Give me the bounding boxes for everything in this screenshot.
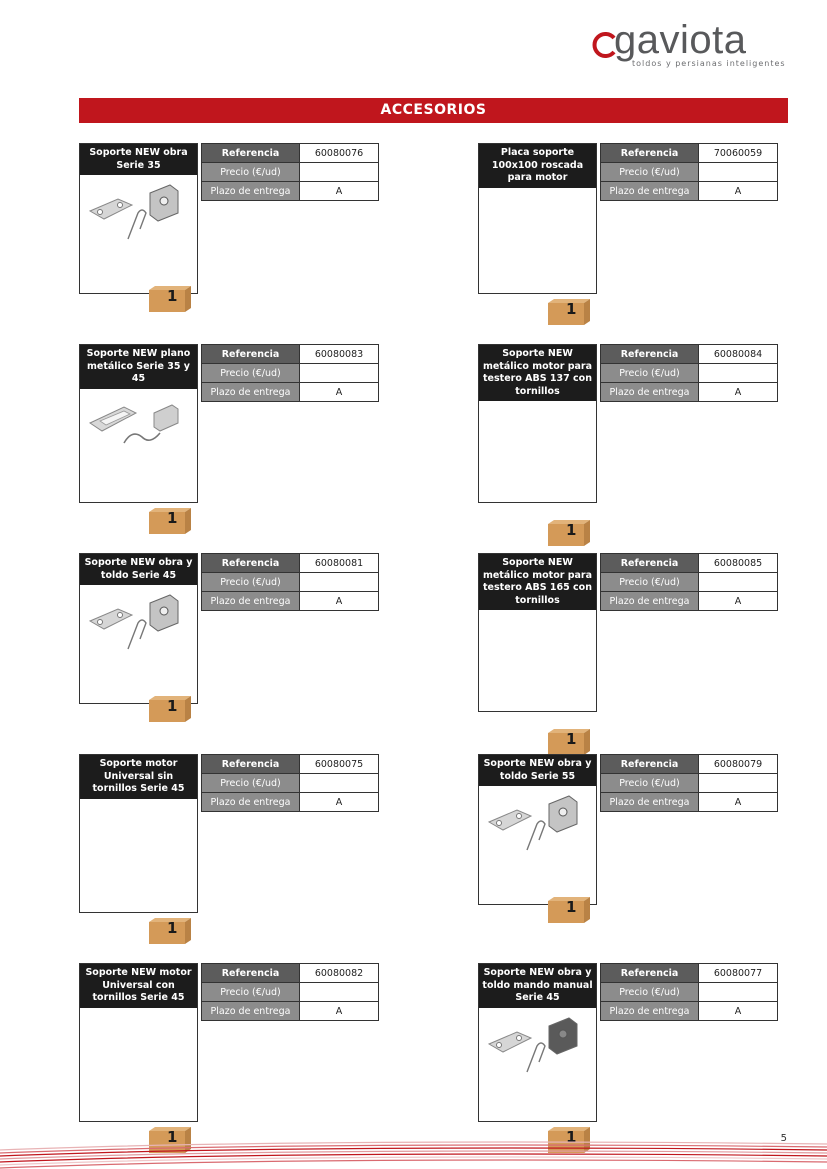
spec-table: [600, 553, 778, 611]
product-card: [478, 754, 597, 916]
product-image: [479, 401, 596, 552]
reference-label: Referencia: [202, 554, 300, 573]
reference-value: 60080084: [699, 345, 778, 364]
price-value: [699, 163, 778, 182]
product-image: [479, 786, 596, 929]
product-photo-icon: [84, 179, 194, 249]
box-quantity: 1: [167, 287, 178, 305]
spec-row: [601, 554, 778, 573]
spec-row: [601, 1002, 778, 1021]
reference-label: Referencia: [601, 554, 699, 573]
reference-value: 60080076: [300, 144, 379, 163]
reference-value: 60080081: [300, 554, 379, 573]
product-card: [478, 344, 597, 539]
product-title: Soporte motor Universal sin tornillos Serie 45: [80, 755, 197, 799]
box-quantity: 1: [566, 299, 577, 318]
reference-label: Referencia: [202, 755, 300, 774]
box-quantity-icon: [546, 518, 590, 546]
delivery-label: Plazo de entrega: [202, 383, 300, 402]
footer-wave-decoration: [0, 1136, 827, 1169]
product-title: Soporte NEW plano metálico Serie 35 y 45: [80, 345, 197, 389]
box-quantity-icon: [147, 506, 191, 534]
spec-row: [601, 755, 778, 774]
product-image: [479, 610, 596, 761]
price-value: [300, 573, 379, 592]
spec-table: [201, 754, 379, 812]
delivery-label: Plazo de entrega: [601, 793, 699, 812]
delivery-value: A: [300, 383, 379, 402]
delivery-value: A: [699, 1002, 778, 1021]
spec-table: [600, 963, 778, 1021]
reference-label: Referencia: [202, 964, 300, 983]
spec-row: [601, 774, 778, 793]
price-label: Precio (€/ud): [202, 573, 300, 592]
box-quantity: 1: [566, 730, 577, 748]
delivery-label: Plazo de entrega: [601, 182, 699, 201]
reference-label: Referencia: [202, 345, 300, 364]
box-quantity: 1: [566, 521, 577, 539]
section-banner: ACCESORIOS: [79, 98, 788, 123]
price-label: Precio (€/ud): [202, 163, 300, 182]
spec-row: [601, 144, 778, 163]
spec-row: [601, 983, 778, 1002]
reference-label: Referencia: [601, 345, 699, 364]
product-image: [80, 799, 197, 950]
spec-table: [201, 963, 379, 1021]
price-label: Precio (€/ud): [601, 983, 699, 1002]
delivery-value: A: [300, 592, 379, 611]
delivery-value: A: [699, 383, 778, 402]
spec-row: [202, 964, 379, 983]
spec-table: [201, 553, 379, 611]
price-label: Precio (€/ud): [202, 774, 300, 793]
product-card: [79, 344, 198, 527]
price-value: [699, 573, 778, 592]
delivery-label: Plazo de entrega: [202, 592, 300, 611]
box-quantity-icon: [147, 916, 191, 944]
reference-label: Referencia: [601, 964, 699, 983]
box-quantity: 1: [566, 1127, 577, 1146]
price-value: [699, 774, 778, 793]
delivery-value: A: [300, 1002, 379, 1021]
box-quantity-icon: [546, 297, 590, 325]
price-label: Precio (€/ud): [202, 983, 300, 1002]
delivery-label: Plazo de entrega: [601, 1002, 699, 1021]
box-quantity: 1: [566, 898, 577, 916]
spec-row: [601, 964, 778, 983]
delivery-value: A: [699, 793, 778, 812]
delivery-value: A: [300, 182, 379, 201]
spec-row: [202, 983, 379, 1002]
price-value: [300, 774, 379, 793]
reference-value: 60080083: [300, 345, 379, 364]
price-value: [300, 983, 379, 1002]
product-image: [479, 188, 596, 331]
product-image: [80, 389, 197, 540]
product-title: Soporte NEW obra Serie 35: [80, 144, 197, 175]
product-title: Soporte NEW metálico motor para testero ABS 165 con tornillos: [479, 554, 596, 610]
product-card: [478, 963, 597, 1146]
gaviota-logo: [592, 18, 792, 72]
spec-row: [601, 163, 778, 182]
product-photo-icon: [84, 589, 194, 659]
price-label: Precio (€/ud): [601, 364, 699, 383]
spec-row: [202, 1002, 379, 1021]
product-photo-icon: [483, 1012, 593, 1082]
spec-row: [601, 793, 778, 812]
delivery-value: A: [300, 793, 379, 812]
spec-row: [202, 345, 379, 364]
spec-row: [202, 554, 379, 573]
product-image: [80, 585, 197, 728]
reference-value: 60080077: [699, 964, 778, 983]
box-quantity: 1: [167, 508, 178, 527]
delivery-value: A: [699, 182, 778, 201]
reference-value: 60080082: [300, 964, 379, 983]
reference-value: 60080075: [300, 755, 379, 774]
logo-tagline: toldos y persianas inteligentes: [632, 59, 786, 68]
box-quantity-icon: [546, 895, 590, 923]
spec-table: [600, 344, 778, 402]
spec-row: [601, 364, 778, 383]
product-photo-icon: [483, 790, 593, 860]
spec-table: [201, 143, 379, 201]
product-title: Soporte NEW metálico motor para testero ABS 137 con tornillos: [479, 345, 596, 401]
price-value: [300, 163, 379, 182]
reference-value: 60080079: [699, 755, 778, 774]
delivery-value: A: [699, 592, 778, 611]
reference-label: Referencia: [202, 144, 300, 163]
price-value: [300, 364, 379, 383]
product-card: [79, 754, 198, 937]
delivery-label: Plazo de entrega: [601, 383, 699, 402]
spec-row: [202, 144, 379, 163]
spec-row: [601, 592, 778, 611]
product-image: [80, 175, 197, 318]
spec-row: [601, 573, 778, 592]
spec-table: [600, 754, 778, 812]
spec-row: [202, 383, 379, 402]
price-label: Precio (€/ud): [601, 573, 699, 592]
price-label: Precio (€/ud): [601, 774, 699, 793]
spec-row: [601, 345, 778, 364]
spec-row: [202, 182, 379, 201]
spec-row: [202, 364, 379, 383]
product-card: [79, 553, 198, 715]
spec-row: [601, 383, 778, 402]
reference-value: 60080085: [699, 554, 778, 573]
reference-label: Referencia: [601, 144, 699, 163]
product-card: [79, 143, 198, 305]
delivery-label: Plazo de entrega: [601, 592, 699, 611]
delivery-label: Plazo de entrega: [202, 793, 300, 812]
spec-table: [201, 344, 379, 402]
spec-row: [202, 774, 379, 793]
page-number: 5: [780, 1133, 787, 1144]
product-card: [79, 963, 198, 1146]
box-quantity: 1: [167, 1127, 178, 1146]
spec-row: [202, 793, 379, 812]
logo-wordmark: gaviota: [614, 18, 747, 62]
reference-value: 70060059: [699, 144, 778, 163]
spec-row: [601, 182, 778, 201]
box-quantity: 1: [167, 918, 178, 937]
product-photo-icon: [84, 393, 194, 463]
delivery-label: Plazo de entrega: [202, 1002, 300, 1021]
box-quantity-icon: [546, 727, 590, 755]
product-card: [478, 143, 597, 318]
price-value: [699, 364, 778, 383]
reference-label: Referencia: [601, 755, 699, 774]
product-card: [478, 553, 597, 748]
box-quantity-icon: [147, 284, 191, 312]
product-title: Soporte NEW motor Universal con tornillos Serie 45: [80, 964, 197, 1008]
price-label: Precio (€/ud): [202, 364, 300, 383]
product-title: Soporte NEW obra y toldo Serie 45: [80, 554, 197, 585]
delivery-label: Plazo de entrega: [202, 182, 300, 201]
price-label: Precio (€/ud): [601, 163, 699, 182]
price-value: [699, 983, 778, 1002]
product-title: Soporte NEW obra y toldo mando manual Serie 45: [479, 964, 596, 1008]
box-quantity: 1: [167, 697, 178, 715]
spec-table: [600, 143, 778, 201]
spec-row: [202, 163, 379, 182]
spec-row: [202, 755, 379, 774]
spec-row: [202, 592, 379, 611]
product-title: Placa soporte 100x100 roscada para motor: [479, 144, 596, 188]
spec-row: [202, 573, 379, 592]
product-title: Soporte NEW obra y toldo Serie 55: [479, 755, 596, 786]
box-quantity-icon: [147, 694, 191, 722]
